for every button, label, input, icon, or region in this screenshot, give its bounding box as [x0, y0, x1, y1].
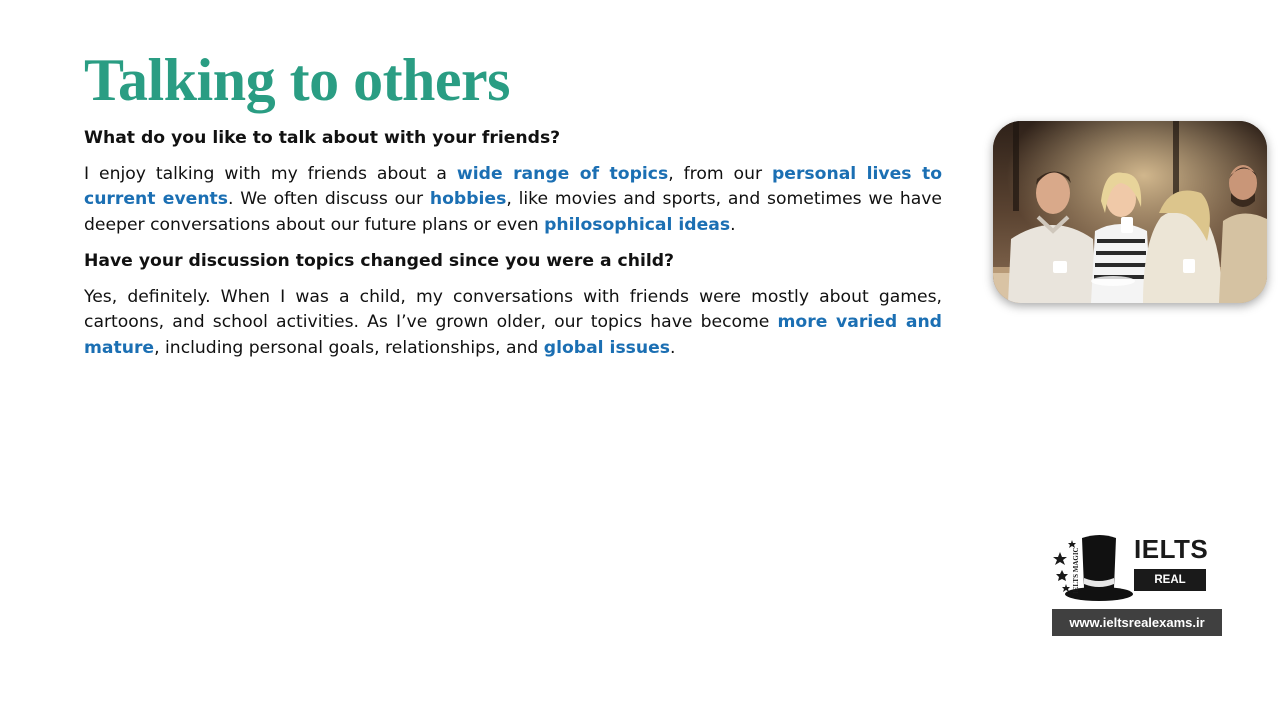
- answer-text: , like movies and sports, and sometimes we have deeper conversations about our future plans or even: [84, 189, 943, 235]
- answer-text: . We often discuss our: [228, 189, 430, 209]
- answer-text: I enjoy talking with my friends about a: [84, 163, 457, 184]
- page-title: Talking to others: [84, 47, 511, 113]
- logo-word: IELTS: [1134, 534, 1209, 564]
- logo-subtitle: REAL EXAMS: [1134, 569, 1206, 591]
- answer-text: Yes, definitely. When I was a child, my conversations with friends were mostly about games, cartoons, and school activities. As I’ve grown older, our topics have become: [84, 286, 942, 332]
- photo-illustration: [993, 121, 1267, 303]
- website-url: www.ieltsrealexams.ir: [1052, 609, 1222, 636]
- highlight-phrase: more varied and mature: [84, 312, 942, 358]
- answer-text: , from our: [668, 163, 772, 184]
- ielts-logo: [1052, 530, 1222, 636]
- highlight-phrase: hobbies: [429, 189, 507, 209]
- highlight-phrase: wide range of topics: [456, 163, 669, 184]
- answer-text: .: [670, 337, 676, 358]
- highlight-phrase: philosophical ideas: [544, 214, 731, 235]
- friends-talking-photo: [993, 121, 1267, 303]
- question-1: What do you like to talk about with your friends?: [84, 128, 561, 148]
- answer-text: .: [730, 214, 736, 235]
- highlight-phrase: personal lives to current events: [84, 163, 943, 209]
- answer-1: [84, 162, 942, 239]
- qa-content: [84, 126, 942, 372]
- answer-text: , including personal goals, relationships, and: [154, 337, 544, 358]
- answer-2: [84, 285, 942, 362]
- question-2: Have your discussion topics changed since you were a child?: [84, 251, 675, 271]
- highlight-phrase: global issues: [543, 337, 671, 358]
- hat-text: IELTS MAGIC: [1072, 547, 1080, 594]
- magic-hat-icon: [1052, 532, 1134, 604]
